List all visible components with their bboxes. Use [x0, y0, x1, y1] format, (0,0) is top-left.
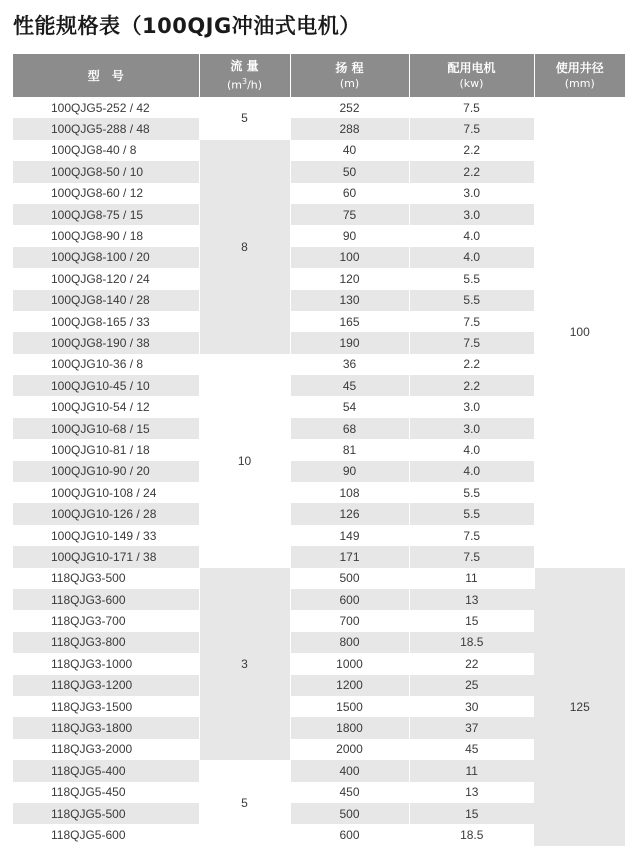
model-cell: 100QJG5-288 / 48: [13, 118, 199, 139]
table-row: [13, 290, 625, 311]
power-cell: 18.5: [409, 824, 534, 845]
power-cell: 3.0: [409, 183, 534, 204]
header-flow-label: 流 量: [230, 58, 259, 73]
model-cell: 100QJG10-81 / 18: [13, 439, 199, 460]
model-cell: 100QJG10-108 / 24: [13, 482, 199, 503]
table-row: [13, 632, 625, 653]
power-cell: 15: [409, 803, 534, 824]
table-row: [13, 653, 625, 674]
model-cell: 100QJG8-190 / 38: [13, 332, 199, 353]
power-cell: 2.2: [409, 375, 534, 396]
model-cell: 100QJG8-90 / 18: [13, 225, 199, 246]
table-row: [13, 311, 625, 332]
model-cell: 118QJG3-600: [13, 589, 199, 610]
model-cell: 100QJG10-126 / 28: [13, 503, 199, 524]
head-cell: 130: [290, 290, 409, 311]
model-cell: 118QJG3-2000: [13, 739, 199, 760]
flow-cell: 3: [199, 568, 290, 761]
table-row: [13, 525, 625, 546]
power-cell: 2.2: [409, 354, 534, 375]
well-cell: 100: [534, 97, 625, 568]
table-row: [13, 760, 625, 781]
power-cell: 5.5: [409, 503, 534, 524]
head-cell: 68: [290, 418, 409, 439]
power-cell: 30: [409, 696, 534, 717]
power-cell: 5.5: [409, 482, 534, 503]
power-cell: 7.5: [409, 311, 534, 332]
model-cell: 118QJG3-1800: [13, 717, 199, 738]
table-row: [13, 354, 625, 375]
head-cell: 90: [290, 225, 409, 246]
head-cell: 450: [290, 782, 409, 803]
head-cell: 108: [290, 482, 409, 503]
power-cell: 5.5: [409, 268, 534, 289]
model-cell: 100QJG8-50 / 10: [13, 161, 199, 182]
table-row: [13, 332, 625, 353]
power-cell: 2.2: [409, 161, 534, 182]
model-cell: 118QJG3-800: [13, 632, 199, 653]
power-cell: 7.5: [409, 118, 534, 139]
header-flow: [199, 54, 290, 97]
power-cell: 7.5: [409, 97, 534, 118]
head-cell: 50: [290, 161, 409, 182]
model-cell: 118QJG3-1000: [13, 653, 199, 674]
power-cell: 3.0: [409, 204, 534, 225]
header-head-unit: (m): [339, 76, 360, 90]
model-cell: 100QJG10-45 / 10: [13, 375, 199, 396]
head-cell: 40: [290, 140, 409, 161]
head-cell: 1200: [290, 675, 409, 696]
power-cell: 45: [409, 739, 534, 760]
power-cell: 11: [409, 760, 534, 781]
model-cell: 118QJG5-400: [13, 760, 199, 781]
header-row: [13, 54, 625, 97]
head-cell: 120: [290, 268, 409, 289]
header-model: [13, 54, 199, 97]
header-well: [534, 54, 625, 97]
model-cell: 100QJG10-36 / 8: [13, 354, 199, 375]
header-motor-unit: (kw): [459, 76, 484, 90]
spec-table-body: [13, 97, 625, 846]
table-row: [13, 268, 625, 289]
model-cell: 100QJG8-40 / 8: [13, 140, 199, 161]
head-cell: 54: [290, 396, 409, 417]
well-cell: 125: [534, 568, 625, 846]
table-row: [13, 803, 625, 824]
model-cell: 118QJG3-500: [13, 568, 199, 589]
header-well-unit: (mm): [564, 76, 595, 90]
table-row: [13, 225, 625, 246]
model-cell: 100QJG10-90 / 20: [13, 461, 199, 482]
header-motor-label: 配用电机: [447, 60, 496, 75]
head-cell: 126: [290, 503, 409, 524]
table-row: [13, 503, 625, 524]
table-row: [13, 717, 625, 738]
head-cell: 60: [290, 183, 409, 204]
table-row: [13, 247, 625, 268]
power-cell: 4.0: [409, 439, 534, 460]
head-cell: 700: [290, 610, 409, 631]
model-cell: 118QJG3-700: [13, 610, 199, 631]
table-row: [13, 396, 625, 417]
model-cell: 118QJG5-600: [13, 824, 199, 845]
power-cell: 7.5: [409, 525, 534, 546]
table-row: [13, 204, 625, 225]
model-cell: 100QJG8-60 / 12: [13, 183, 199, 204]
head-cell: 600: [290, 589, 409, 610]
power-cell: 3.0: [409, 418, 534, 439]
flow-cell: 5: [199, 97, 290, 140]
head-cell: 165: [290, 311, 409, 332]
model-cell: 100QJG8-75 / 15: [13, 204, 199, 225]
model-cell: 118QJG5-450: [13, 782, 199, 803]
model-cell: 118QJG5-500: [13, 803, 199, 824]
head-cell: 400: [290, 760, 409, 781]
table-row: [13, 589, 625, 610]
head-cell: 500: [290, 803, 409, 824]
flow-cell: 10: [199, 354, 290, 568]
head-cell: 800: [290, 632, 409, 653]
table-row: [13, 418, 625, 439]
head-cell: 1800: [290, 717, 409, 738]
header-head: [290, 54, 409, 97]
power-cell: 7.5: [409, 332, 534, 353]
flow-cell: 8: [199, 140, 290, 354]
model-cell: 100QJG10-54 / 12: [13, 396, 199, 417]
table-row: [13, 824, 625, 845]
model-cell: 100QJG5-252 / 42: [13, 97, 199, 118]
head-cell: 2000: [290, 739, 409, 760]
table-row: [13, 375, 625, 396]
head-cell: 288: [290, 118, 409, 139]
power-cell: 4.0: [409, 461, 534, 482]
head-cell: 45: [290, 375, 409, 396]
head-cell: 75: [290, 204, 409, 225]
power-cell: 15: [409, 610, 534, 631]
head-cell: 90: [290, 461, 409, 482]
head-cell: 252: [290, 97, 409, 118]
power-cell: 2.2: [409, 140, 534, 161]
power-cell: 7.5: [409, 546, 534, 567]
table-row: [13, 739, 625, 760]
head-cell: 1000: [290, 653, 409, 674]
head-cell: 500: [290, 568, 409, 589]
model-cell: 100QJG8-165 / 33: [13, 311, 199, 332]
table-row: [13, 696, 625, 717]
power-cell: 22: [409, 653, 534, 674]
table-row: [13, 140, 625, 161]
power-cell: 4.0: [409, 225, 534, 246]
model-cell: 100QJG8-140 / 28: [13, 290, 199, 311]
table-row: [13, 782, 625, 803]
model-cell: 100QJG8-100 / 20: [13, 247, 199, 268]
header-head-label: 扬 程: [335, 60, 364, 75]
table-row: [13, 546, 625, 567]
header-model-label: 型 号: [87, 68, 124, 83]
model-cell: 100QJG10-149 / 33: [13, 525, 199, 546]
table-row: [13, 461, 625, 482]
header-flow-unit: $(m^3/h)$: [226, 76, 263, 92]
power-cell: 18.5: [409, 632, 534, 653]
power-cell: 37: [409, 717, 534, 738]
table-row: [13, 610, 625, 631]
table-row: [13, 439, 625, 460]
head-cell: 149: [290, 525, 409, 546]
power-cell: 11: [409, 568, 534, 589]
table-row: [13, 482, 625, 503]
head-cell: 190: [290, 332, 409, 353]
spec-table: [13, 54, 625, 846]
head-cell: 600: [290, 824, 409, 845]
model-cell: 100QJG10-68 / 15: [13, 418, 199, 439]
table-row: [13, 97, 625, 118]
power-cell: 25: [409, 675, 534, 696]
model-cell: 118QJG3-1500: [13, 696, 199, 717]
power-cell: 13: [409, 782, 534, 803]
head-cell: 171: [290, 546, 409, 567]
power-cell: 5.5: [409, 290, 534, 311]
flow-cell: 5: [199, 760, 290, 846]
table-row: [13, 118, 625, 139]
header-well-label: 使用井径: [555, 60, 604, 75]
head-cell: 81: [290, 439, 409, 460]
table-row: [13, 161, 625, 182]
head-cell: 1500: [290, 696, 409, 717]
power-cell: 3.0: [409, 396, 534, 417]
head-cell: 36: [290, 354, 409, 375]
table-row: [13, 183, 625, 204]
power-cell: 13: [409, 589, 534, 610]
model-cell: 118QJG3-1200: [13, 675, 199, 696]
power-cell: 4.0: [409, 247, 534, 268]
table-row: [13, 568, 625, 589]
page-title: 性能规格表（100QJG冲油式电机）: [13, 14, 361, 38]
head-cell: 100: [290, 247, 409, 268]
model-cell: 100QJG8-120 / 24: [13, 268, 199, 289]
header-motor: [409, 54, 534, 97]
model-cell: 100QJG10-171 / 38: [13, 546, 199, 567]
table-row: [13, 675, 625, 696]
